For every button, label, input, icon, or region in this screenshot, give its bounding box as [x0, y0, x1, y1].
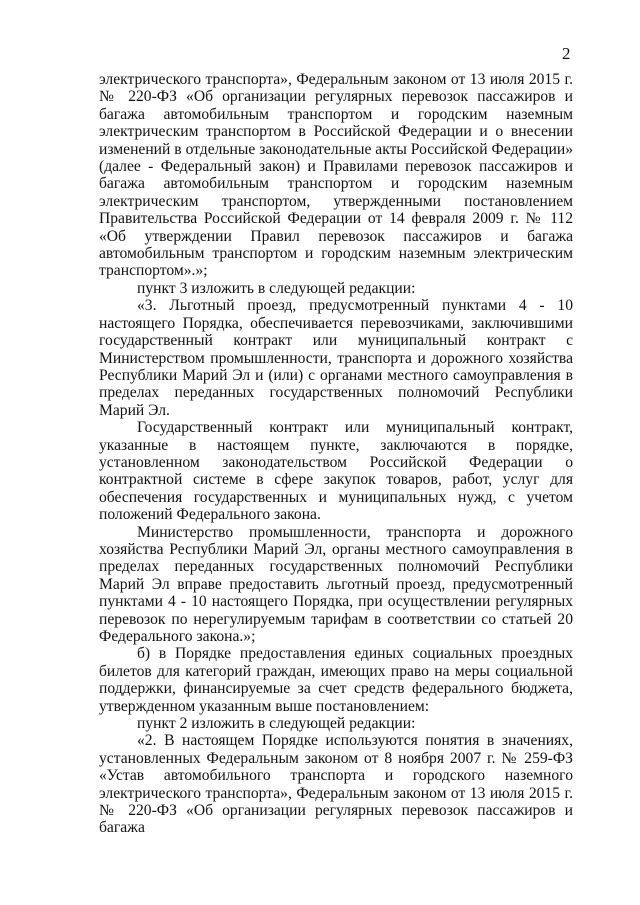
- document-body: [99, 71, 573, 837]
- page-number: 2: [562, 44, 571, 63]
- paragraph-item2-instruction: пункт 2 изложить в следующей редакции:: [137, 715, 416, 733]
- paragraph-b-order: б) в Порядке предоставления единых социальных проездных билетов для категорий граждан, имеющих право на меры социальной поддержки, финансируемые за счет средств федерального бюджета, утвержденном указанным выше постановлением:: [99, 645, 573, 715]
- paragraph-item3-instruction: пункт 3 изложить в следующей редакции:: [137, 279, 416, 297]
- paragraph-ministry: Министерство промышленности, транспорта и дорожного хозяйства Республики Марий Эл, органы местного самоуправления в пределах переданных государственных полномочий Республики Марий Эл вправе предоставить льготный проезд, предусмотренный пунктами 4 - 10 настоящего Порядка, при осуществлении регулярных перевозок по нерегулируемым тарифам в соответствии со статьей 20 Федерального закона.»;: [99, 523, 573, 645]
- paragraph-contract: Государственный контракт или муниципальный контракт, указанные в настоящем пункте, заключаются в порядке, установленном законодательством Российской Федерации о контрактной системе в сфере закупок товаров, работ, услуг для обеспечения государственных и муниципальных нужд, с учетом положений Федерального закона.: [99, 419, 573, 524]
- paragraph-continuation: электрического транспорта», Федеральным законом от 13 июля 2015 г. № 220-ФЗ «Об организации регулярных перевозок пассажиров и багажа автомобильным транспортом и городским наземным электрическим транспортом в Российской Федерации и о внесении изменений в отдельные законодательные акты Российской Федерации» (далее - Федеральный закон) и Правилами перевозок пассажиров и багажа автомобильным транспортом и городским наземным электрическим транспортом, утвержденными постановлением Правительства Российской Федерации от 14 февраля 2009 г. № 112 «Об утверждении Правил перевозок пассажиров и багажа автомобильным транспортом и городским наземным электрическим транспортом».»;: [99, 71, 573, 280]
- paragraph-item3-text: «3. Льготный проезд, предусмотренный пунктами 4 - 10 настоящего Порядка, обеспечивается перевозчиками, заключившими государственный контракт или муниципальный контракт с Министерством промышленности, транспорта и дорожного хозяйства Республики Марий Эл и (или) с органами местного самоуправления в пределах переданных государственных полномочий Республики Марий Эл.: [99, 297, 573, 419]
- paragraph-item2-text: «2. В настоящем Порядке используются понятия в значениях, установленных Федеральным законом от 8 ноября 2007 г. № 259-ФЗ «Устав автомобильного транспорта и городского наземного электрического транспорта», Федеральным законом от 13 июля 2015 г. № 220-ФЗ «Об организации регулярных перевозок пассажиров и багажа: [99, 732, 573, 837]
